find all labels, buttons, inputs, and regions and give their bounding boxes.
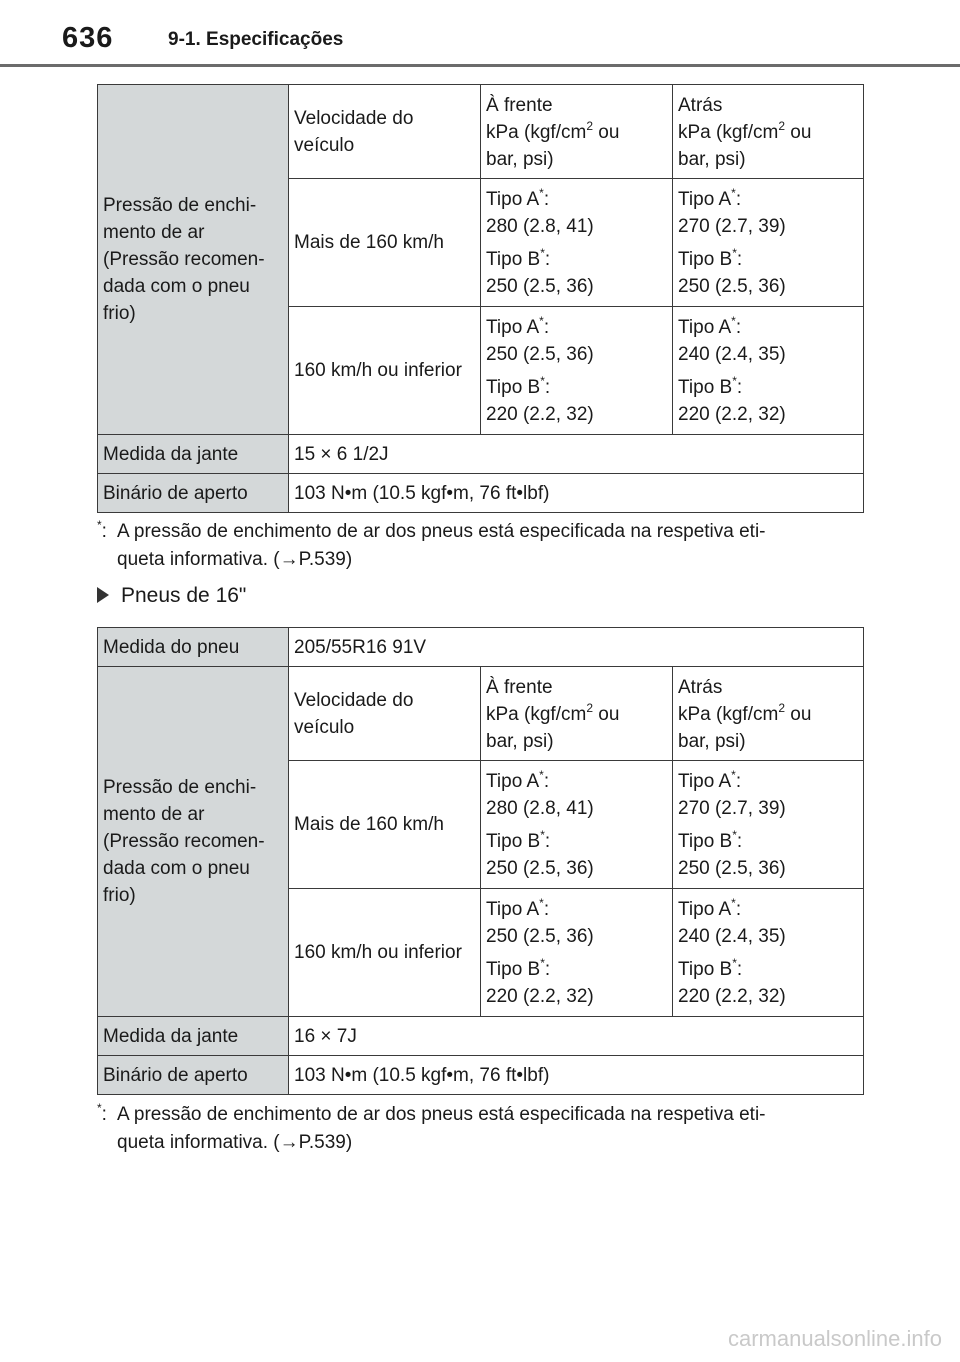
speed-cell: Mais de 160 km/h [289, 179, 481, 307]
section-title: 9-1. Especificações [168, 29, 344, 50]
rim-value-cell: 15 × 6 1/2J [289, 435, 864, 474]
speed-header-cell: Velocidade do veículo [289, 85, 481, 179]
torque-value-cell: 103 N•m (10.5 kgf•m, 76 ft•lbf) [289, 474, 864, 513]
front-pressure-cell: Tipo A*: 280 (2.8, 41) Tipo B*: 250 (2.5, 36) [481, 761, 673, 889]
rear-pressure-cell: Tipo A*: 270 (2.7, 39) Tipo B*: 250 (2.5, 36) [673, 761, 864, 889]
rear-pressure-cell: Tipo A*: 240 (2.4, 35) Tipo B*: 220 (2.2, 32) [673, 307, 864, 435]
speed-header-cell: Velocidade do veículo [289, 667, 481, 761]
table-row [98, 628, 864, 667]
speed-cell: Mais de 160 km/h [289, 761, 481, 889]
table-row [98, 85, 864, 179]
rim-value-cell: 16 × 7J [289, 1017, 864, 1056]
table-row [98, 1017, 864, 1056]
torque-label-cell: Binário de aperto [98, 474, 289, 513]
header-rule [0, 64, 960, 67]
tire-size-label-cell: Medida do pneu [98, 628, 289, 667]
table-row [98, 435, 864, 474]
footnote-1: *: A pressão de enchimento de ar dos pneus está especificada na respetiva eti- queta informativa. (→P.539) [97, 518, 766, 570]
footnote-2: *: A pressão de enchimento de ar dos pneus está especificada na respetiva eti- queta informativa. (→P.539) [97, 1101, 766, 1153]
rim-label-cell: Medida da jante [98, 1017, 289, 1056]
front-pressure-cell: Tipo A*: 250 (2.5, 36) Tipo B*: 220 (2.2, 32) [481, 889, 673, 1017]
front-header-cell: À frente kPa ($kgf/cm^2$ ou bar, psi) [481, 85, 673, 179]
tire-size-value-cell: 205/55R16 91V [289, 628, 864, 667]
table-row [98, 1056, 864, 1095]
table-row [98, 474, 864, 513]
triangle-bullet-icon [97, 587, 109, 603]
torque-value-cell: 103 N•m (10.5 kgf•m, 76 ft•lbf) [289, 1056, 864, 1095]
tire-spec-table-16 [97, 627, 864, 1095]
speed-cell: 160 km/h ou inferior [289, 307, 481, 435]
pressure-label-cell: Pressão de enchi- mento de ar (Pressão recomen- dada com o pneu frio) [98, 85, 289, 435]
tire-spec-table-15 [97, 84, 864, 513]
front-header-cell: À frente kPa ($kgf/cm^2$ ou bar, psi) [481, 667, 673, 761]
rear-pressure-cell: Tipo A*: 270 (2.7, 39) Tipo B*: 250 (2.5, 36) [673, 179, 864, 307]
page-number: 636 [62, 22, 114, 54]
torque-label-cell: Binário de aperto [98, 1056, 289, 1095]
rear-pressure-cell: Tipo A*: 240 (2.4, 35) Tipo B*: 220 (2.2, 32) [673, 889, 864, 1017]
rim-label-cell: Medida da jante [98, 435, 289, 474]
front-pressure-cell: Tipo A*: 280 (2.8, 41) Tipo B*: 250 (2.5, 36) [481, 179, 673, 307]
rear-header-cell: Atrás kPa ($kgf/cm^2$ ou bar, psi) [673, 667, 864, 761]
subsection-heading: Pneus de 16" [97, 584, 246, 608]
rear-header-cell: Atrás kPa ($kgf/cm^2$ ou bar, psi) [673, 85, 864, 179]
front-pressure-cell: Tipo A*: 250 (2.5, 36) Tipo B*: 220 (2.2, 32) [481, 307, 673, 435]
pressure-label-cell: Pressão de enchi- mento de ar (Pressão recomen- dada com o pneu frio) [98, 667, 289, 1017]
speed-cell: 160 km/h ou inferior [289, 889, 481, 1017]
table-row [98, 667, 864, 761]
page-header [0, 0, 960, 66]
watermark: carmanualsonline.info [727, 1326, 942, 1351]
